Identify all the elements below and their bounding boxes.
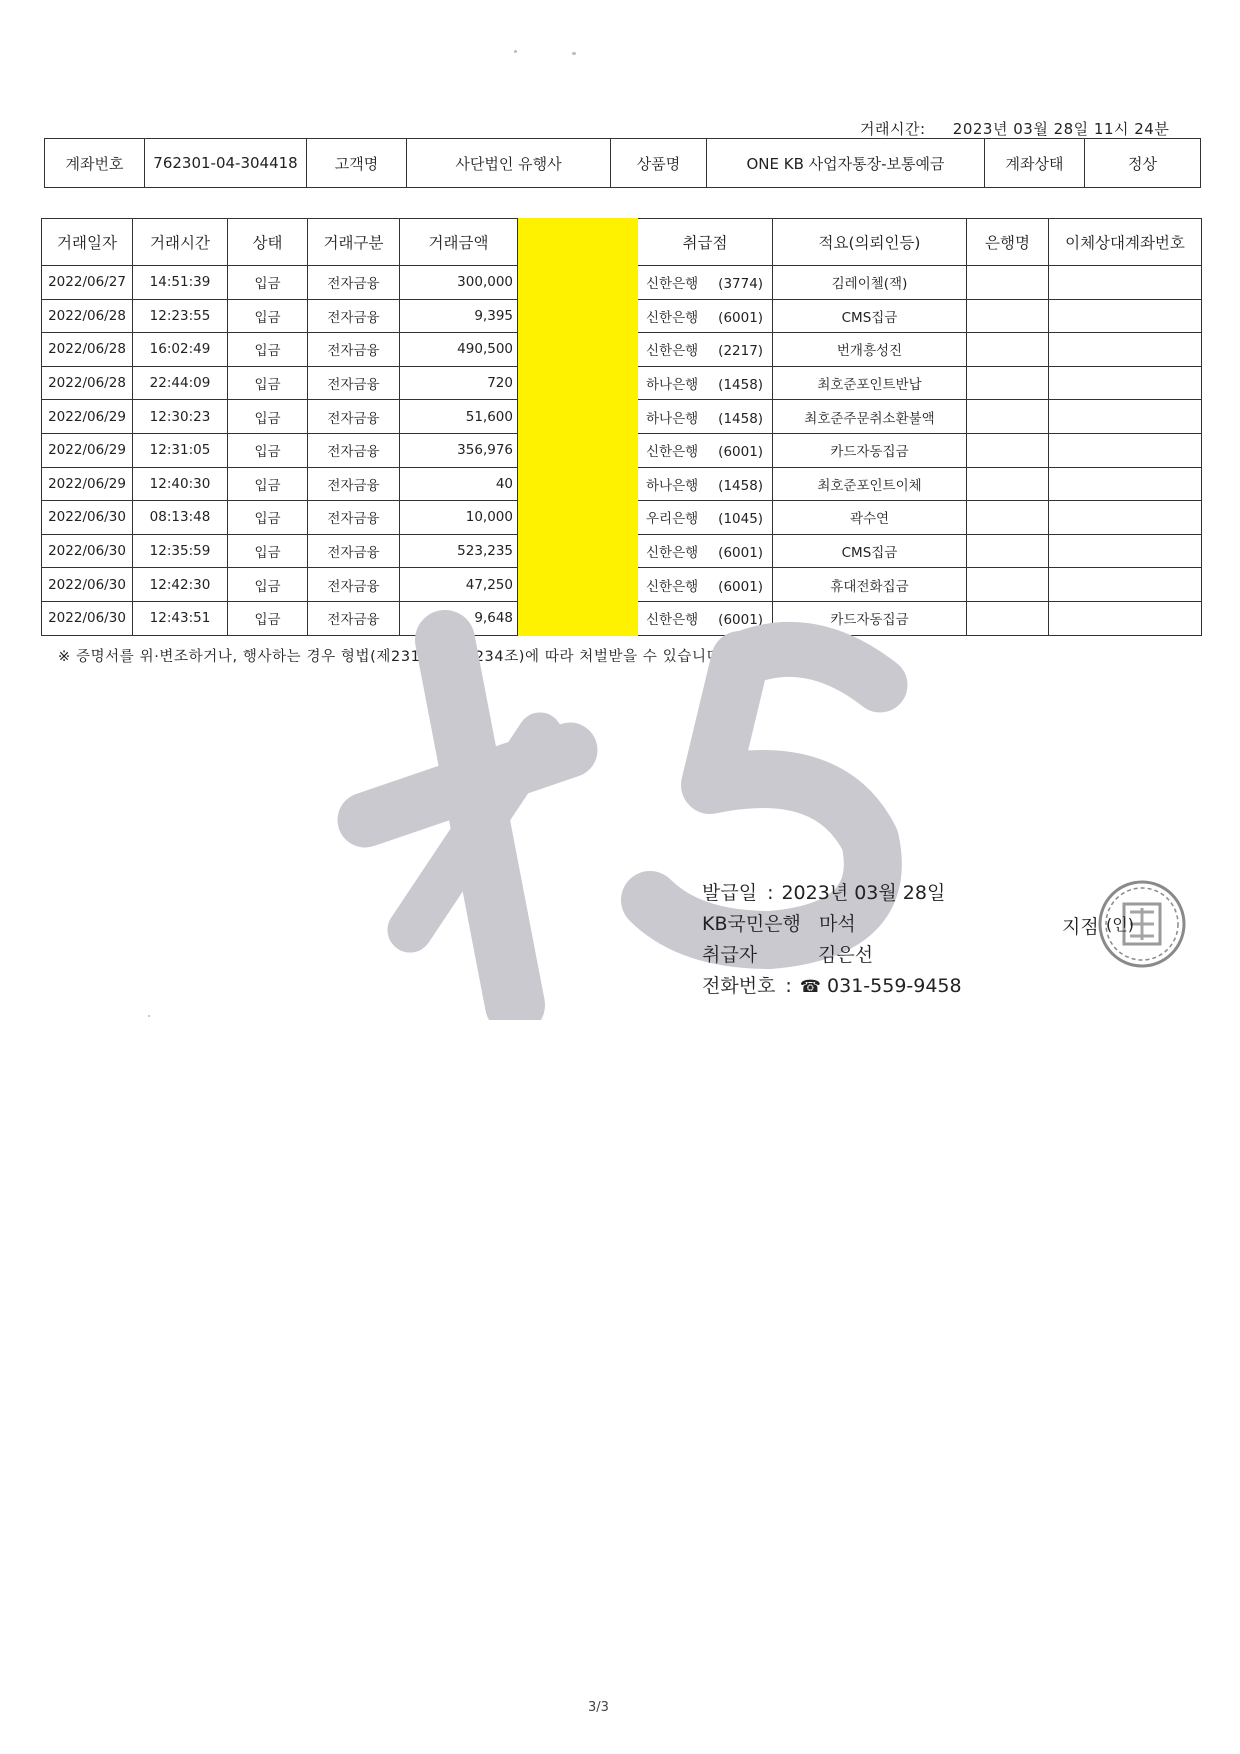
branch-bank: 신한은행 [646,612,699,629]
cell-redacted [518,467,638,501]
transaction-rows [42,266,1202,636]
cell-memo: 최호준주문취소환불액 [773,400,967,434]
table-row [42,501,1202,535]
table-row [42,299,1202,333]
header-amount: 거래금액 [400,219,518,266]
customer-name: 사단법인 유행사 [407,139,611,188]
cell-amount: 9,395 [400,299,518,333]
issue-date-label: 발급일 [702,882,758,904]
cell-bank [967,501,1049,535]
cell-status: 입금 [228,601,308,635]
header-branch: 취급점 [638,219,773,266]
branch-code: (3774) [718,276,764,293]
phone-icon: ☎ [799,977,822,997]
phone-label: 전화번호 [702,975,776,997]
header-counter-account: 이체상대계좌번호 [1049,219,1202,266]
cell-date: 2022/06/29 [42,400,133,434]
cell-counter-account [1049,601,1202,635]
cell-redacted [518,366,638,400]
cell-counter-account [1049,366,1202,400]
table-row [42,333,1202,367]
cell-counter-account [1049,433,1202,467]
bank-name: KB국민은행 [702,913,801,935]
branch-bank: 신한은행 [646,309,699,326]
cell-type: 전자금융 [308,333,400,367]
branch-code: (2217) [718,343,764,360]
branch-code: (6001) [718,444,764,461]
branch-bank: 하나은행 [646,377,699,394]
cell-status: 입금 [228,266,308,300]
cell-counter-account [1049,333,1202,367]
phone-row: 전화번호 : ☎ 031-559-9458 [702,971,962,1002]
cell-amount: 47,250 [400,568,518,602]
cell-type: 전자금융 [308,299,400,333]
cell-branch [638,299,773,333]
cell-time: 12:40:30 [133,467,228,501]
branch-code: (6001) [718,545,764,562]
cell-memo: 최호준포인트이체 [773,467,967,501]
branch-code: (6001) [718,578,764,595]
cell-time: 08:13:48 [133,501,228,535]
transaction-time [860,118,1169,139]
table-header-row [42,219,1202,266]
cell-memo: 카드자동집금 [773,433,967,467]
branch-code: (1458) [718,477,764,494]
scan-speck [148,1015,150,1017]
cell-counter-account [1049,299,1202,333]
header-bank: 은행명 [967,219,1049,266]
cell-time: 12:43:51 [133,601,228,635]
issue-date: 2023년 03월 28일 [781,882,946,904]
cell-bank [967,467,1049,501]
branch-code: (6001) [718,612,764,629]
cell-status: 입금 [228,433,308,467]
cell-branch [638,433,773,467]
customer-label: 고객명 [307,139,407,188]
cell-memo: CMS집금 [773,534,967,568]
forgery-notice: ※ 증명서를 위·변조하거나, 행사하는 경우 형법(제231조 및 제234조)에 따라 처벌받을 수 있습니다. [58,649,727,665]
page-number: 3/3 [588,1700,609,1715]
header-status: 상태 [228,219,308,266]
cell-time: 12:31:05 [133,433,228,467]
branch-suffix: 지점 [1062,916,1099,938]
cell-type: 전자금융 [308,467,400,501]
scan-speck [514,50,517,53]
branch-code: (1045) [718,511,764,528]
cell-bank [967,433,1049,467]
cell-branch [638,266,773,300]
branch-bank: 우리은행 [646,511,699,528]
cell-bank [967,400,1049,434]
cell-status: 입금 [228,501,308,535]
cell-amount: 523,235 [400,534,518,568]
cell-time: 22:44:09 [133,366,228,400]
header-type: 거래구분 [308,219,400,266]
cell-memo: 최호준포인트반납 [773,366,967,400]
table-row [42,433,1202,467]
cell-branch [638,501,773,535]
phone-number: 031-559-9458 [827,975,962,997]
account-info-table [44,138,1201,188]
cell-memo: 카드자동집금 [773,601,967,635]
header-date: 거래일자 [42,219,133,266]
cell-date: 2022/06/28 [42,333,133,367]
branch-bank: 신한은행 [646,545,699,562]
branch-bank: 하나은행 [646,410,699,427]
cell-time: 12:30:23 [133,400,228,434]
cell-type: 전자금융 [308,433,400,467]
scan-speck [572,52,576,55]
account-number-label: 계좌번호 [45,139,145,188]
cell-type: 전자금융 [308,501,400,535]
cell-counter-account [1049,501,1202,535]
cell-status: 입금 [228,568,308,602]
branch-code: (1458) [718,410,764,427]
cell-time: 16:02:49 [133,333,228,367]
header-memo: 적요(의뢰인등) [773,219,967,266]
cell-bank [967,299,1049,333]
cell-redacted [518,568,638,602]
header-redacted [518,219,638,266]
cell-counter-account [1049,534,1202,568]
branch-bank: 신한은행 [646,444,699,461]
cell-redacted [518,299,638,333]
cell-redacted [518,534,638,568]
cell-amount: 51,600 [400,400,518,434]
account-number: 762301-04-304418 [145,139,307,188]
handler-label: 취급자 [702,944,758,966]
handler-name: 김은선 [818,944,874,966]
cell-status: 입금 [228,333,308,367]
cell-bank [967,366,1049,400]
cell-memo: 김레이첼(잭) [773,266,967,300]
issue-date-row: 발급일 : 2023년 03월 28일 [702,878,962,909]
cell-date: 2022/06/30 [42,501,133,535]
cell-amount: 9,648 [400,601,518,635]
product-label: 상품명 [611,139,707,188]
cell-branch [638,366,773,400]
cell-redacted [518,501,638,535]
cell-date: 2022/06/30 [42,534,133,568]
table-row [42,534,1202,568]
cell-date: 2022/06/30 [42,568,133,602]
cell-branch [638,534,773,568]
cell-branch [638,333,773,367]
cell-counter-account [1049,568,1202,602]
branch-bank: 신한은행 [646,343,699,360]
cell-redacted [518,266,638,300]
table-row [42,266,1202,300]
cell-counter-account [1049,467,1202,501]
cell-amount: 40 [400,467,518,501]
cell-bank [967,568,1049,602]
header-time: 거래시간 [133,219,228,266]
cell-type: 전자금융 [308,266,400,300]
cell-type: 전자금융 [308,366,400,400]
seal-mark: (인) [1106,915,1134,934]
cell-bank [967,534,1049,568]
cell-amount: 10,000 [400,501,518,535]
cell-amount: 356,976 [400,433,518,467]
branch-bank: 신한은행 [646,276,699,293]
branch-code: (6001) [718,309,764,326]
cell-redacted [518,333,638,367]
cell-status: 입금 [228,467,308,501]
cell-time: 12:42:30 [133,568,228,602]
cell-status: 입금 [228,534,308,568]
cell-amount: 720 [400,366,518,400]
cell-type: 전자금융 [308,534,400,568]
transaction-time-label: 거래시간: [860,120,926,138]
cell-time: 12:35:59 [133,534,228,568]
cell-memo: 휴대전화집금 [773,568,967,602]
product-name: ONE KB 사업자통장-보통예금 [707,139,985,188]
cell-amount: 300,000 [400,266,518,300]
table-row [42,366,1202,400]
table-row [42,400,1202,434]
table-row [42,467,1202,501]
handler-row [702,940,962,971]
issue-info [702,878,962,1002]
account-status: 정상 [1085,139,1201,188]
cell-status: 입금 [228,366,308,400]
cell-date: 2022/06/29 [42,467,133,501]
cell-type: 전자금융 [308,400,400,434]
cell-type: 전자금융 [308,568,400,602]
cell-counter-account [1049,400,1202,434]
account-status-label: 계좌상태 [985,139,1085,188]
cell-time: 14:51:39 [133,266,228,300]
cell-redacted [518,400,638,434]
cell-date: 2022/06/30 [42,601,133,635]
cell-branch [638,467,773,501]
cell-counter-account [1049,266,1202,300]
branch-name: 마석 [818,913,856,935]
cell-memo: CMS집금 [773,299,967,333]
table-row [42,568,1202,602]
branch-code: (1458) [718,377,764,394]
issuer-row [702,909,962,940]
cell-branch [638,400,773,434]
cell-date: 2022/06/28 [42,366,133,400]
cell-redacted [518,433,638,467]
cell-bank [967,266,1049,300]
cell-status: 입금 [228,299,308,333]
branch-bank: 하나은행 [646,477,699,494]
cell-amount: 490,500 [400,333,518,367]
cell-status: 입금 [228,400,308,434]
cell-date: 2022/06/27 [42,266,133,300]
cell-memo: 곽수연 [773,501,967,535]
transaction-table [41,218,1202,636]
cell-date: 2022/06/28 [42,299,133,333]
cell-bank [967,333,1049,367]
branch-bank: 신한은행 [646,578,699,595]
cell-branch [638,568,773,602]
cell-memo: 번개흥성진 [773,333,967,367]
transaction-time-value: 2023년 03월 28일 11시 24분 [952,120,1170,138]
cell-type: 전자금융 [308,601,400,635]
cell-date: 2022/06/29 [42,433,133,467]
cell-time: 12:23:55 [133,299,228,333]
